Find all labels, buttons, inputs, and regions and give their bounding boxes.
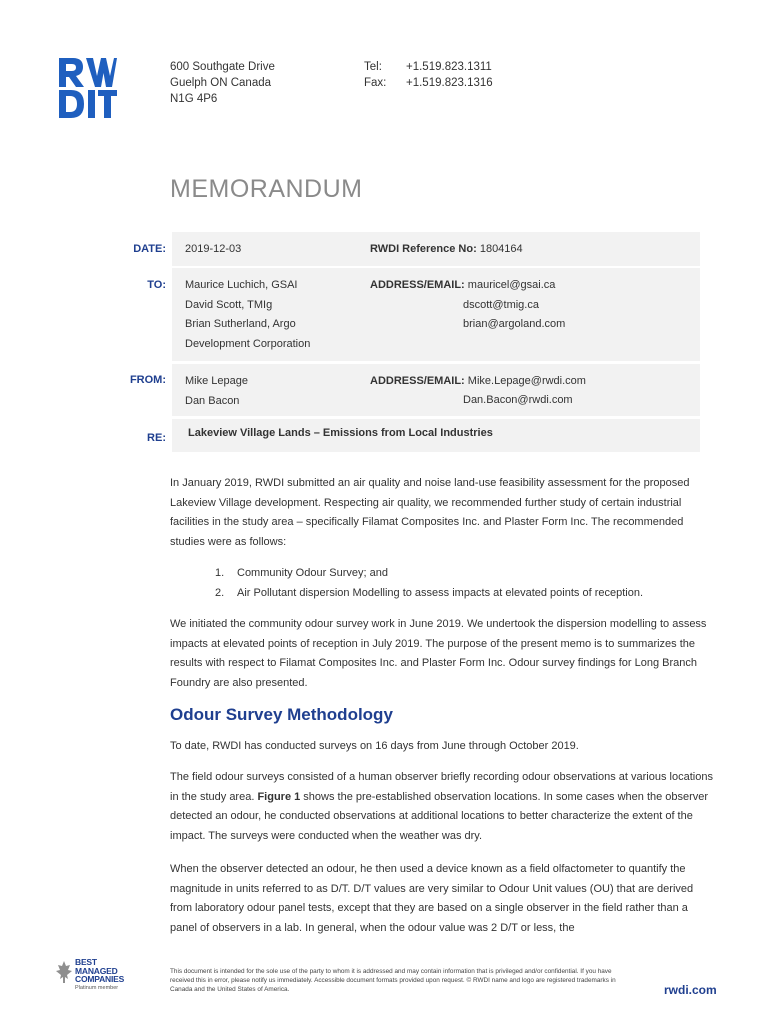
recipient-email: mauricel@gsai.ca [467,279,556,291]
recipient-name: Maurice Luchich, GSAI [185,279,298,291]
date-value: 2019-12-03 [185,243,242,255]
reference-label: RWDI Reference No: [370,243,477,255]
recipient-name: Development Corporation [185,337,311,350]
to-recipients [185,276,310,354]
list-text: Community Odour Survey; and [237,567,389,579]
sender-name: Mike Lepage [185,375,248,387]
subject-line: Lakeview Village Lands – Emissions from Local Industries [188,427,493,439]
to-address-label-line [370,276,555,296]
list-text: Air Pollutant dispersion Modelling to assess impacts at elevated points of reception. [237,586,643,599]
fax-number: +1.519.823.1316 [406,77,493,89]
olfactometer-paragraph: When the observer detected an odour, he then used a device known as a field olfactometer to quantify the magnitude in units referred to as D/T. D/T values are very similar to Odour Unit values (OU) that are derived from laboratory odour panel tests, except that they are based on a single observer in the field rather than a panel of observers in a lab. In general, when the odour value was 2 D/T or less, the [170,863,694,935]
list-number: 2. [215,586,225,599]
recommended-studies-list [215,564,643,603]
re-label: RE: [147,432,166,444]
figure-reference: Figure 1 [257,790,301,803]
company-address [170,59,275,107]
list-item [215,564,643,584]
reference-value: 1804164 [479,243,523,255]
from-senders [185,372,248,411]
memo-title: MEMORANDUM [170,175,363,203]
to-address-label: ADDRESS/EMAIL: [370,279,465,291]
badge-subtitle: Platinum member [75,985,119,991]
address-line: Guelph ON Canada [170,77,272,89]
date-label: DATE: [133,243,166,255]
website-link[interactable]: rwdi.com [664,983,717,997]
badge-text [75,958,124,984]
to-label: TO: [147,279,166,291]
field-survey-paragraph [170,768,715,847]
list-item [215,584,643,604]
intro-paragraph: In January 2019, RWDI submitted an air quality and noise land-use feasibility assessment for the proposed Lakeview Village development. Respecting air quality, we recommended further study of certain industrial facilities in the study area – specifically Filamat Composites Inc. and Plaster Form Inc. The recommended studies were as follows: [170,477,690,549]
badge-line: MANAGED [75,965,118,976]
recipient-email: brian@argoland.com [463,318,566,330]
scope-paragraph: We initiated the community odour survey work in June 2019. We undertook the dispersion modelling to assess impacts at elevated points of reception in July 2019. The purpose of the present memo is to summarizes the results with respect to Filamat Composites Inc. and Plaster Form Inc. Odour survey findings for Long Branch Foundry are also presented. [170,618,707,690]
tel-label: Tel: [364,61,382,73]
footer-disclaimer: This document is intended for the sole use of the party to whom it is addressed and may contain information that is privileged and/or confidential. If you have received this in error, please notify us immediately. Accessible document formats provided upon request. © RWDI name and logo are registered trademarks in Canada and the United States of America. [170,968,616,993]
from-label: FROM: [129,374,166,386]
recipient-email: dscott@tmig.ca [463,299,539,311]
reference-number [370,240,523,260]
badge-line: COMPANIES [75,974,125,984]
maple-leaf-icon [55,960,73,984]
recipient-name: Brian Sutherland, Argo [185,318,296,330]
sender-email: Dan.Bacon@rwdi.com [463,394,573,406]
sender-name: Dan Bacon [185,394,240,407]
address-line: 600 Southgate Drive [170,61,275,73]
survey-dates-paragraph: To date, RWDI has conducted surveys on 16 days from June through October 2019. [170,740,579,752]
rwdi-logo-icon [57,56,117,120]
from-address-label-line [370,372,586,392]
company-contact [364,59,493,91]
section-heading: Odour Survey Methodology [170,705,393,724]
paragraph-text: The field odour surveys consisted of a human observer briefly recording odour observations at various locations in the study area. [170,771,713,803]
address-line: N1G 4P6 [170,93,218,105]
fax-label: Fax: [364,77,387,89]
from-address-label: ADDRESS/EMAIL: [370,375,465,387]
sender-email: Mike.Lepage@rwdi.com [467,375,586,387]
recipient-name: David Scott, TMIg [185,298,273,311]
paragraph-text: shows the pre-established observation locations. In some cases when the observer detected an odour, he conducted observations at additional locations to better characterize the extent of the impact. The surveys were conducted when the weather was dry. [170,790,709,843]
tel-number: +1.519.823.1311 [406,61,492,73]
list-number: 1. [215,567,225,579]
badge-line: BEST [75,957,97,967]
best-managed-companies-badge [55,958,127,996]
